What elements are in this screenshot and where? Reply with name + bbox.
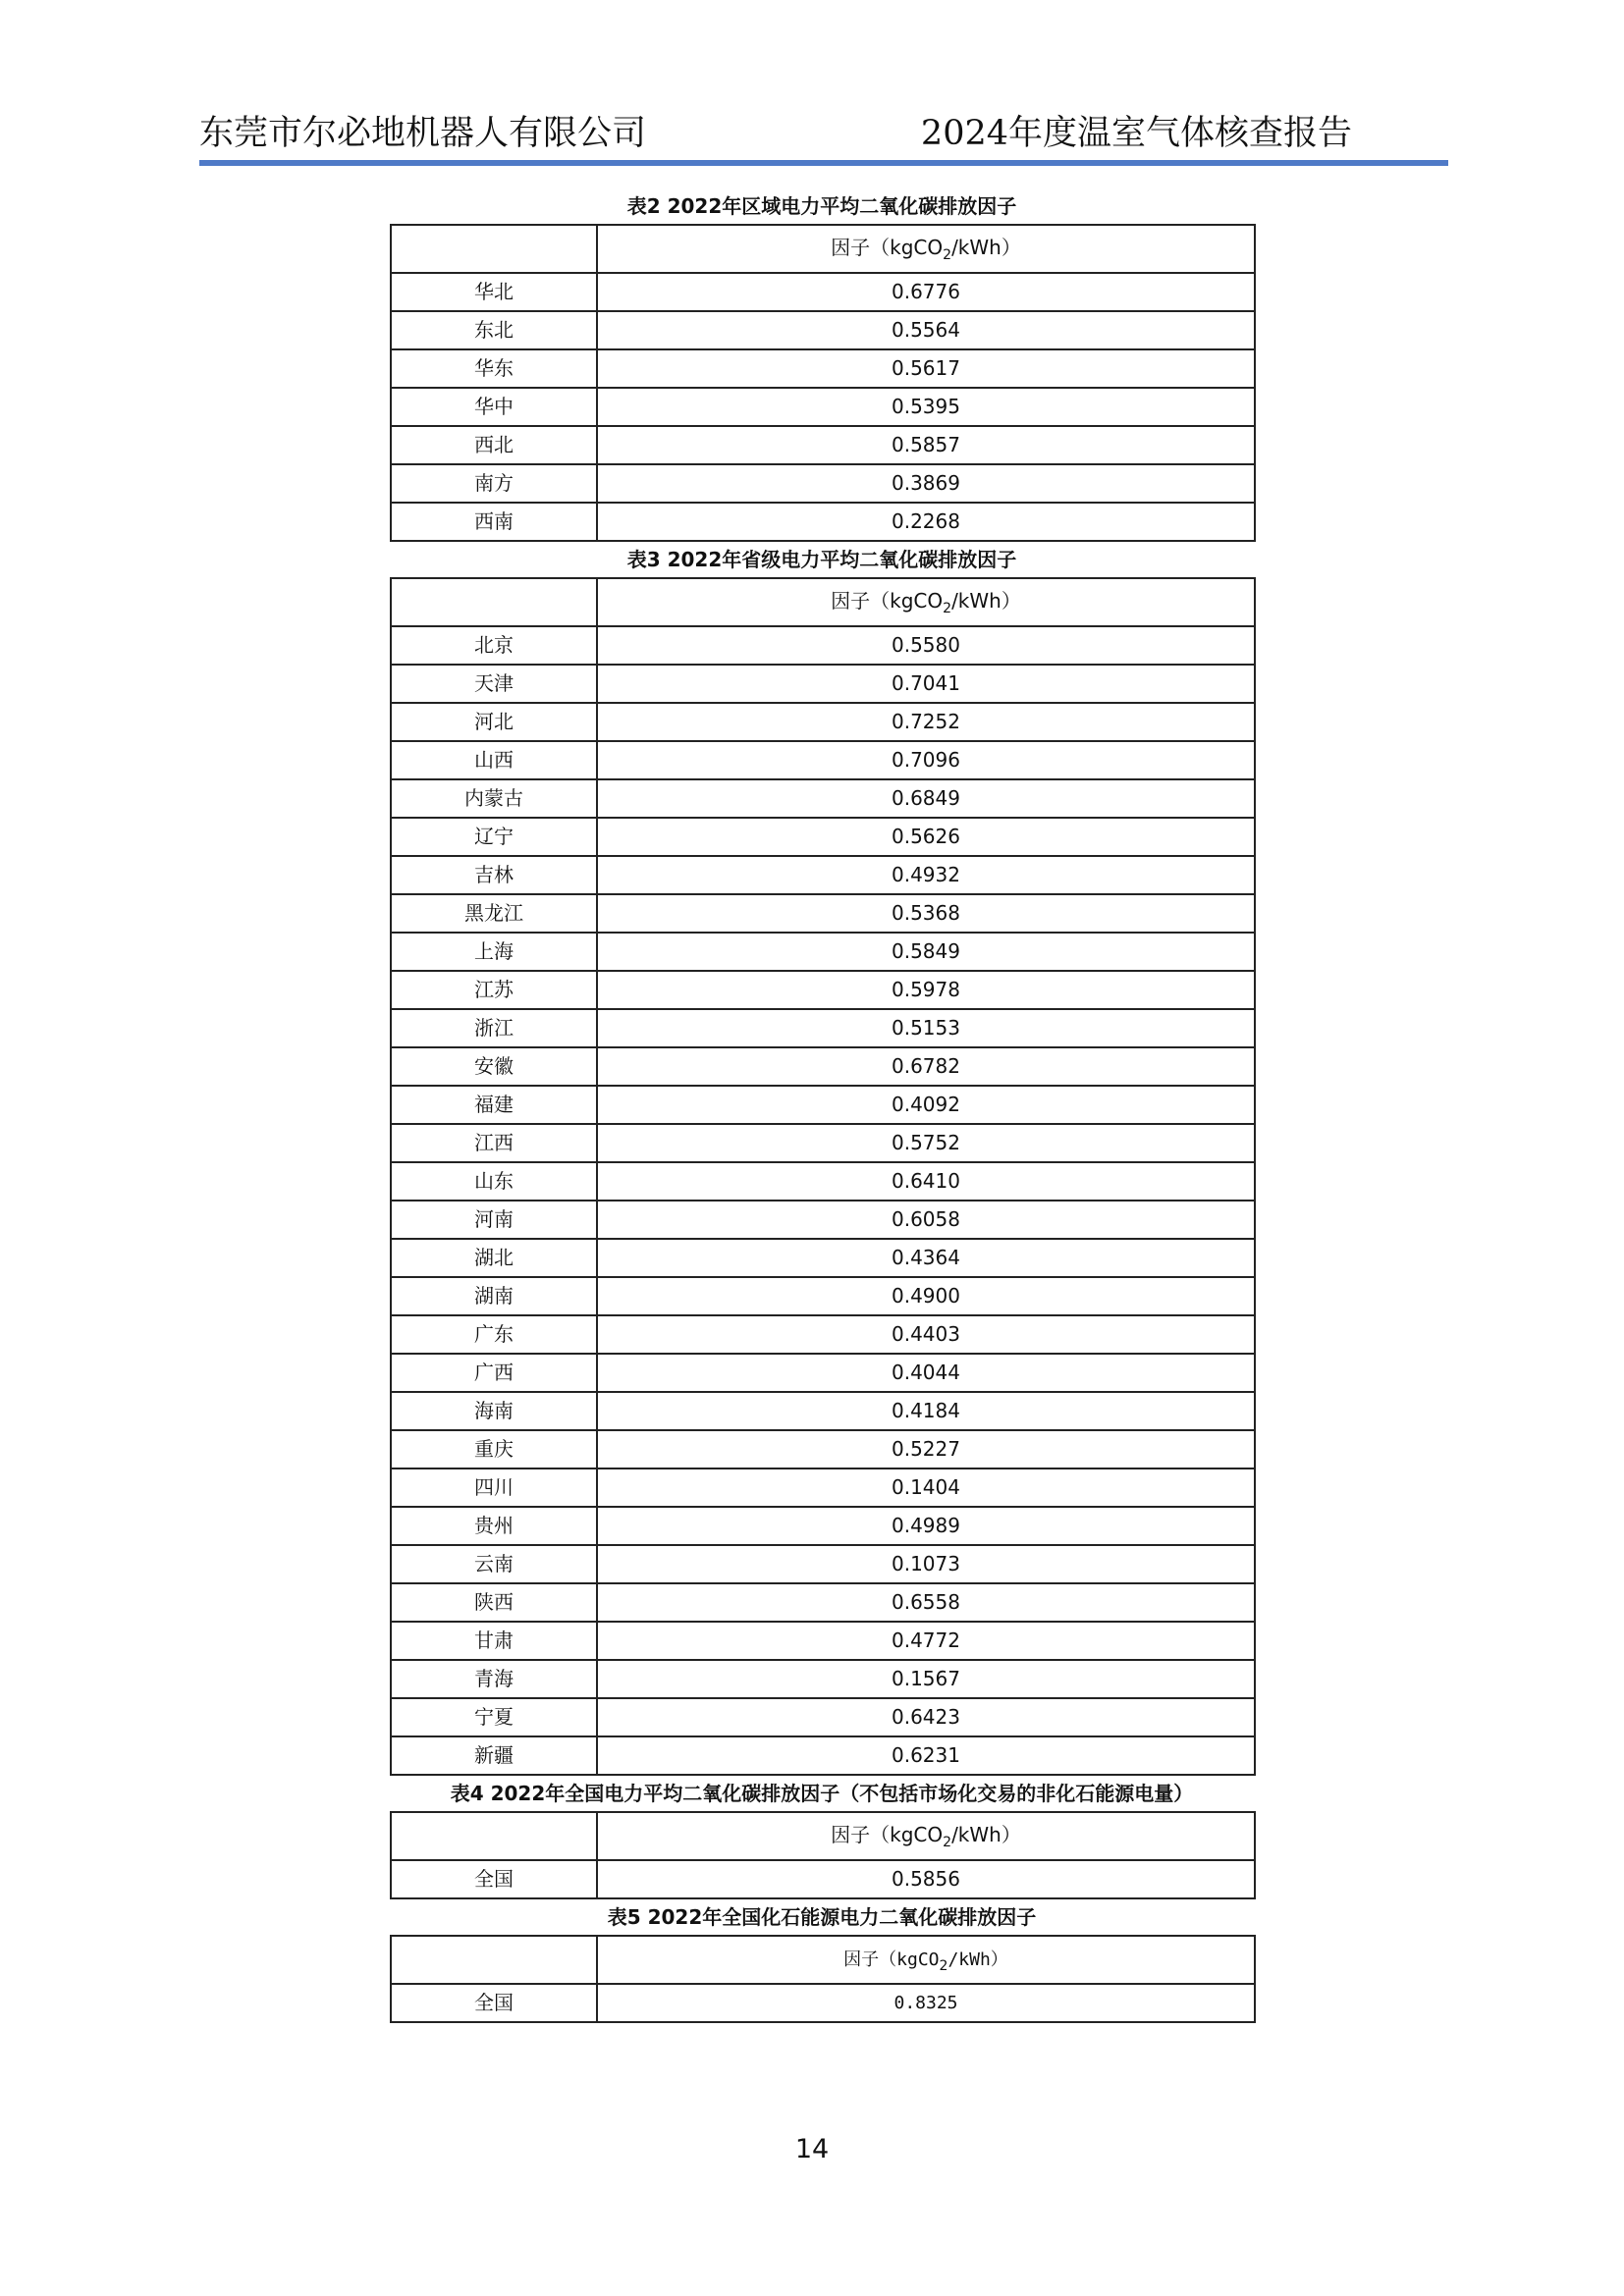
table-header-row [391,578,1255,626]
table-row [391,1583,1255,1622]
table-row [391,1277,1255,1315]
factor-value-cell: 0.5227 [597,1430,1255,1468]
factor-value-cell: 0.6423 [597,1698,1255,1736]
table-row [391,1201,1255,1239]
factor-value-cell: 0.6058 [597,1201,1255,1239]
region-cell: 华中 [391,388,597,426]
table-row [391,741,1255,779]
table-row [391,1086,1255,1124]
region-cell: 贵州 [391,1507,597,1545]
table-header-row [391,225,1255,273]
table-row [391,1736,1255,1775]
region-cell: 华北 [391,273,597,311]
factor-value-cell: 0.5580 [597,626,1255,665]
table-row [391,856,1255,894]
header-region-cell [391,578,597,626]
factor-value-cell: 0.7096 [597,741,1255,779]
table4-body [391,1812,1255,1898]
region-cell: 甘肃 [391,1622,597,1660]
table-row [391,626,1255,665]
factor-value-cell: 0.5564 [597,311,1255,349]
table-row [391,1009,1255,1047]
table5-body [391,1936,1255,2022]
header-unit-cell [597,1812,1255,1860]
factor-value-cell: 0.3869 [597,464,1255,503]
table-row [391,894,1255,933]
table-row [391,1392,1255,1430]
unit-suffix: /kWh） [951,236,1021,259]
region-cell: 山西 [391,741,597,779]
table-row [391,426,1255,464]
region-cell: 湖南 [391,1277,597,1315]
header-region-cell [391,1812,597,1860]
region-cell: 全国 [391,1860,597,1898]
factor-value-cell: 0.1567 [597,1660,1255,1698]
factor-value-cell: 0.2268 [597,503,1255,541]
unit-suffix: /kWh） [951,589,1021,613]
table-header-row [391,1936,1255,1984]
factor-value-cell: 0.5153 [597,1009,1255,1047]
factor-value-cell: 0.4989 [597,1507,1255,1545]
table3-body [391,578,1255,1775]
factor-value-cell: 0.4772 [597,1622,1255,1660]
factor-value-cell: 0.7252 [597,703,1255,741]
factor-value-cell: 0.8325 [597,1984,1255,2022]
region-cell: 河南 [391,1201,597,1239]
table-row [391,1860,1255,1898]
table-row [391,1162,1255,1201]
region-cell: 东北 [391,311,597,349]
header-unit-cell [597,1936,1255,1984]
table-row [391,311,1255,349]
table-row [391,1239,1255,1277]
table-row [391,1622,1255,1660]
factor-value-cell: 0.5752 [597,1124,1255,1162]
region-cell: 四川 [391,1468,597,1507]
factor-value-cell: 0.7041 [597,665,1255,703]
region-cell: 重庆 [391,1430,597,1468]
table-row [391,1047,1255,1086]
factor-value-cell: 0.5857 [597,426,1255,464]
region-cell: 云南 [391,1545,597,1583]
header-unit-cell [597,225,1255,273]
table-header-row [391,1812,1255,1860]
unit-subscript: 2 [943,1835,952,1850]
header-divider [199,160,1448,166]
unit-prefix: 因子（kgCO [843,1949,940,1970]
table-row [391,349,1255,388]
report-title: 2024年度温室气体核查报告 [920,114,1352,153]
region-cell: 湖北 [391,1239,597,1277]
table-row [391,388,1255,426]
factor-value-cell: 0.4364 [597,1239,1255,1277]
table-row [391,1124,1255,1162]
table3-title: 表3 2022年省级电力平均二氧化碳排放因子 [626,548,1017,571]
table2-body [391,225,1255,541]
table5-title: 表5 2022年全国化石能源电力二氧化碳排放因子 [607,1905,1037,1929]
table5 [390,1935,1256,2023]
region-cell: 天津 [391,665,597,703]
region-cell: 全国 [391,1984,597,2022]
factor-value-cell: 0.6231 [597,1736,1255,1775]
unit-subscript: 2 [939,1958,948,1974]
unit-subscript: 2 [943,601,952,616]
table-row [391,1984,1255,2022]
table-row [391,971,1255,1009]
emission-factor-tables [390,188,1254,2023]
region-cell: 西北 [391,426,597,464]
region-cell: 西南 [391,503,597,541]
unit-prefix: 因子（kgCO [831,236,944,259]
factor-value-cell: 0.1404 [597,1468,1255,1507]
factor-value-cell: 0.5849 [597,933,1255,971]
table-row [391,1507,1255,1545]
table-row [391,1545,1255,1583]
region-cell: 浙江 [391,1009,597,1047]
table-row [391,779,1255,818]
unit-suffix: /kWh） [951,1823,1021,1846]
region-cell: 辽宁 [391,818,597,856]
region-cell: 江西 [391,1124,597,1162]
company-name: 东莞市尔必地机器人有限公司 [199,114,647,153]
table2-title: 表2 2022年区域电力平均二氧化碳排放因子 [626,194,1017,218]
table-row [391,273,1255,311]
region-cell: 海南 [391,1392,597,1430]
region-cell: 青海 [391,1660,597,1698]
region-cell: 河北 [391,703,597,741]
region-cell: 宁夏 [391,1698,597,1736]
page-number: 14 [794,2134,830,2164]
region-cell: 华东 [391,349,597,388]
factor-value-cell: 0.5856 [597,1860,1255,1898]
region-cell: 山东 [391,1162,597,1201]
header-region-cell [391,225,597,273]
table4-title: 表4 2022年全国电力平均二氧化碳排放因子（不包括市场化交易的非化石能源电量） [450,1782,1194,1805]
factor-value-cell: 0.1073 [597,1545,1255,1583]
factor-value-cell: 0.5626 [597,818,1255,856]
table-row [391,464,1255,503]
factor-value-cell: 0.4932 [597,856,1255,894]
factor-value-cell: 0.6782 [597,1047,1255,1086]
region-cell: 上海 [391,933,597,971]
table2 [390,224,1256,542]
header-region-cell [391,1936,597,1984]
factor-value-cell: 0.5617 [597,349,1255,388]
unit-subscript: 2 [943,247,952,263]
factor-value-cell: 0.5978 [597,971,1255,1009]
region-cell: 江苏 [391,971,597,1009]
factor-value-cell: 0.6776 [597,273,1255,311]
table3 [390,577,1256,1776]
factor-value-cell: 0.4184 [597,1392,1255,1430]
region-cell: 新疆 [391,1736,597,1775]
factor-value-cell: 0.5395 [597,388,1255,426]
header-unit-cell [597,578,1255,626]
region-cell: 黑龙江 [391,894,597,933]
table-row [391,1468,1255,1507]
factor-value-cell: 0.4092 [597,1086,1255,1124]
region-cell: 北京 [391,626,597,665]
region-cell: 广西 [391,1354,597,1392]
region-cell: 广东 [391,1315,597,1354]
factor-value-cell: 0.6558 [597,1583,1255,1622]
table-row [391,818,1255,856]
factor-value-cell: 0.4900 [597,1277,1255,1315]
table-row [391,1354,1255,1392]
table-row [391,933,1255,971]
unit-prefix: 因子（kgCO [831,589,944,613]
region-cell: 内蒙古 [391,779,597,818]
table-row [391,1315,1255,1354]
region-cell: 安徽 [391,1047,597,1086]
region-cell: 陕西 [391,1583,597,1622]
region-cell: 南方 [391,464,597,503]
factor-value-cell: 0.4044 [597,1354,1255,1392]
factor-value-cell: 0.5368 [597,894,1255,933]
table-row [391,1430,1255,1468]
table-row [391,1660,1255,1698]
page-header [199,110,1448,157]
table-row [391,503,1255,541]
factor-value-cell: 0.6410 [597,1162,1255,1201]
factor-value-cell: 0.6849 [597,779,1255,818]
region-cell: 福建 [391,1086,597,1124]
table4 [390,1811,1256,1899]
table-row [391,665,1255,703]
unit-prefix: 因子（kgCO [831,1823,944,1846]
unit-suffix: /kWh） [947,1949,1008,1970]
table-row [391,703,1255,741]
factor-value-cell: 0.4403 [597,1315,1255,1354]
table-row [391,1698,1255,1736]
region-cell: 吉林 [391,856,597,894]
